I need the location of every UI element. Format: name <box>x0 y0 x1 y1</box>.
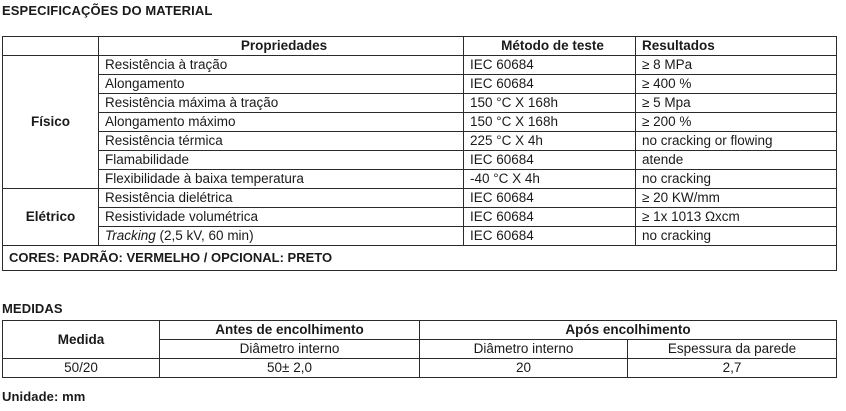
medidas-subheader-diam-apos: Diâmetro interno <box>420 340 628 359</box>
unit-note: Unidade: mm <box>2 389 86 404</box>
table-row <box>3 189 837 208</box>
medidas-header-medida: Medida <box>3 321 160 359</box>
espessura-cell: 2,7 <box>628 359 837 378</box>
table-row <box>3 113 837 132</box>
result-cell: ≥ 400 % <box>636 75 837 94</box>
prop-cell: Flexibilidade à baixa temperatura <box>99 170 464 189</box>
prop-cell: Resistividade volumétrica <box>99 208 464 227</box>
colors-note: CORES: PADRÃO: VERMELHO / OPCIONAL: PRETO <box>3 246 837 271</box>
table-row <box>3 170 837 189</box>
prop-cell: Resistência dielétrica <box>99 189 464 208</box>
spec-header-empty <box>3 37 99 56</box>
table-row <box>3 227 837 246</box>
spec-header-method: Método de teste <box>464 37 636 56</box>
result-cell: ≥ 1x 1013 Ωxcm <box>636 208 837 227</box>
spec-table <box>2 36 837 271</box>
spec-title: ESPECIFICAÇÕES DO MATERIAL <box>2 3 213 18</box>
medidas-subheader-espessura: Espessura da parede <box>628 340 837 359</box>
method-cell: IEC 60684 <box>464 189 636 208</box>
result-cell: no cracking <box>636 170 837 189</box>
prop-cell: Resistência térmica <box>99 132 464 151</box>
medidas-subheader-diam-antes: Diâmetro interno <box>160 340 420 359</box>
group-fisico: Físico <box>3 56 99 189</box>
prop-cell: Flamabilidade <box>99 151 464 170</box>
table-row <box>3 94 837 113</box>
result-cell: no cracking or flowing <box>636 132 837 151</box>
table-row <box>3 132 837 151</box>
prop-cell <box>99 227 464 246</box>
result-cell: ≥ 20 KW/mm <box>636 189 837 208</box>
antes-diam-cell: 50± 2,0 <box>160 359 420 378</box>
prop-cell: Alongamento máximo <box>99 113 464 132</box>
medida-cell: 50/20 <box>3 359 160 378</box>
table-row <box>3 56 837 75</box>
result-cell: ≥ 5 Mpa <box>636 94 837 113</box>
method-cell: 150 °C X 168h <box>464 94 636 113</box>
tracking-rest: (2,5 kV, 60 min) <box>155 228 254 243</box>
method-cell: IEC 60684 <box>464 56 636 75</box>
apos-diam-cell: 20 <box>420 359 628 378</box>
result-cell: no cracking <box>636 227 837 246</box>
table-row <box>3 208 837 227</box>
spec-header-results: Resultados <box>636 37 837 56</box>
tracking-italic: Tracking <box>105 228 156 243</box>
method-cell: -40 °C X 4h <box>464 170 636 189</box>
table-row <box>3 151 837 170</box>
method-cell: IEC 60684 <box>464 75 636 94</box>
colors-row <box>3 246 837 271</box>
method-cell: IEC 60684 <box>464 208 636 227</box>
method-cell: 150 °C X 168h <box>464 113 636 132</box>
result-cell: atende <box>636 151 837 170</box>
medidas-header-antes: Antes de encolhimento <box>160 321 420 340</box>
spec-header-properties: Propriedades <box>99 37 464 56</box>
table-row <box>3 359 837 378</box>
medidas-header-apos: Após encolhimento <box>420 321 837 340</box>
table-row <box>3 75 837 94</box>
medidas-title: MEDIDAS <box>2 301 63 316</box>
prop-cell: Resistência à tração <box>99 56 464 75</box>
method-cell: 225 °C X 4h <box>464 132 636 151</box>
method-cell: IEC 60684 <box>464 227 636 246</box>
prop-cell: Resistência máxima à tração <box>99 94 464 113</box>
result-cell: ≥ 200 % <box>636 113 837 132</box>
medidas-table <box>2 320 837 378</box>
method-cell: IEC 60684 <box>464 151 636 170</box>
group-eletrico: Elétrico <box>3 189 99 246</box>
result-cell: ≥ 8 MPa <box>636 56 837 75</box>
prop-cell: Alongamento <box>99 75 464 94</box>
